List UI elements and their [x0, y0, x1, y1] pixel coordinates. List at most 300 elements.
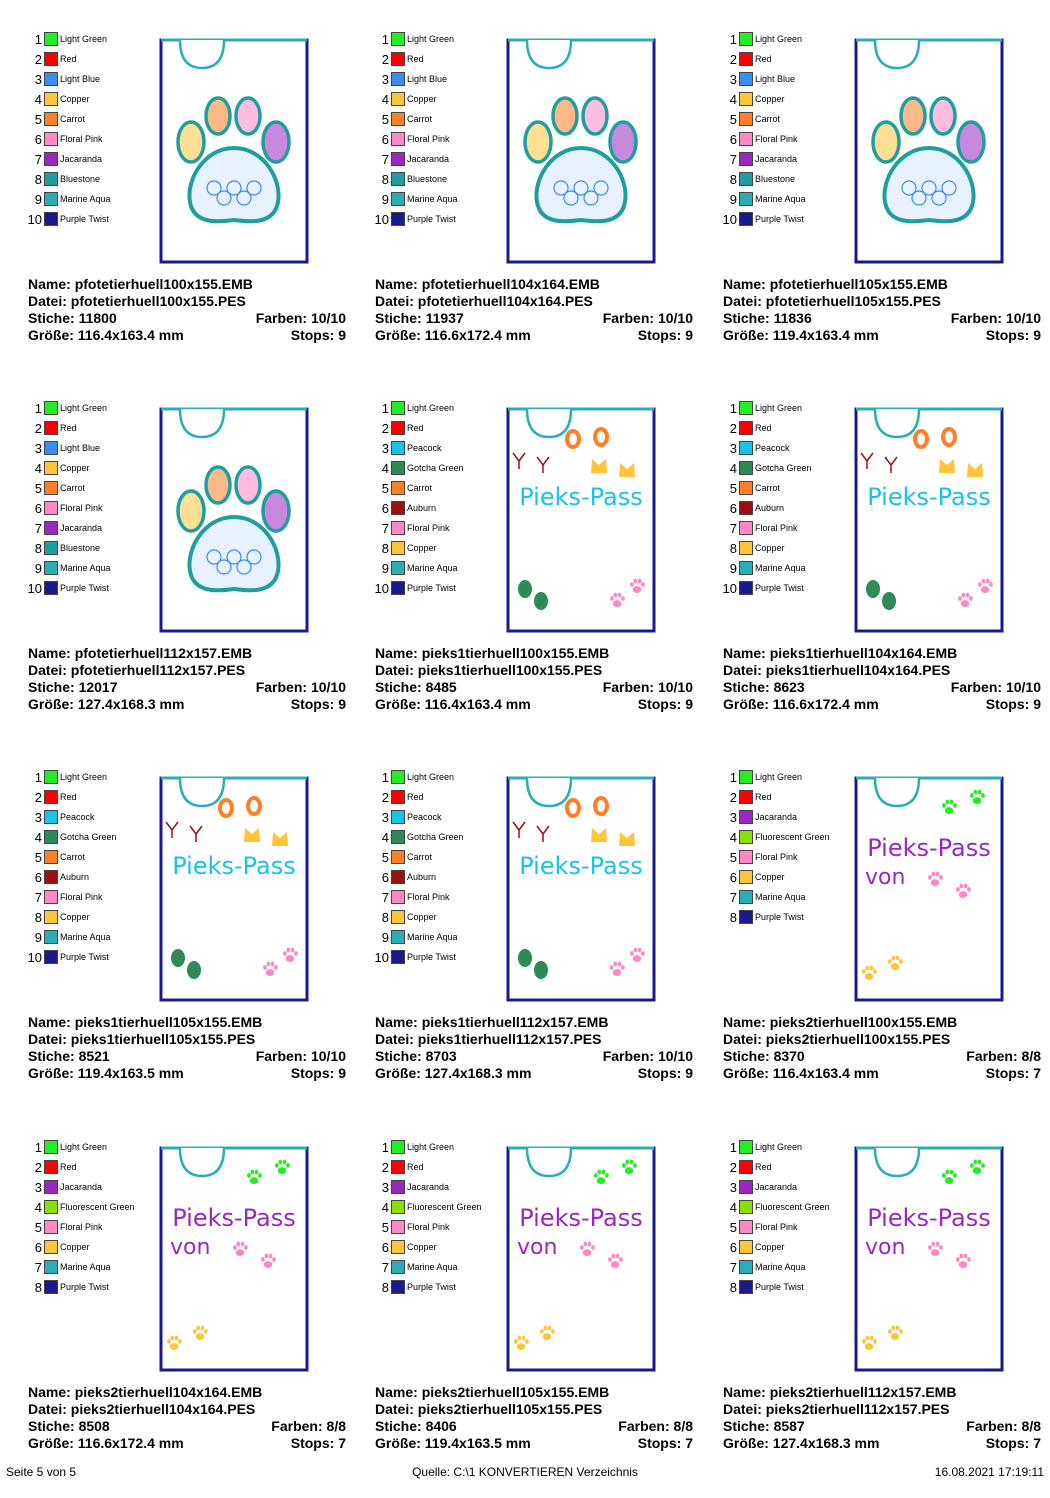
color-name: Light Blue	[407, 74, 448, 84]
stitches-row-label: Stiche:	[28, 310, 75, 326]
color-swatch	[391, 830, 405, 844]
color-swatch	[739, 1140, 753, 1154]
stitches-row-value: 11836	[773, 310, 812, 326]
legend-row	[361, 888, 491, 908]
name-row-value: pieks2tierhuell105x155.EMB	[421, 1384, 610, 1400]
stops-value: 9	[338, 327, 346, 343]
color-name: Purple Twist	[60, 214, 109, 224]
sleeve-outline	[856, 409, 1002, 631]
color-name: Light Green	[407, 772, 455, 782]
thumb-notch	[527, 40, 571, 68]
legend-number: 6	[381, 1240, 389, 1255]
color-swatch	[739, 910, 753, 924]
frog-track-icon	[518, 949, 532, 967]
color-name: Light Green	[60, 403, 108, 413]
file-row-value: pfotetierhuell105x155.PES	[765, 293, 941, 309]
color-name: Light Green	[60, 772, 108, 782]
legend-number: 1	[729, 401, 737, 416]
legend-row	[361, 459, 491, 479]
colors-label: Farben:	[255, 310, 308, 326]
legend-row	[709, 808, 839, 828]
legend-row	[709, 768, 839, 788]
name-row	[28, 645, 346, 662]
color-name: Floral Pink	[407, 134, 450, 144]
stops-field	[291, 1065, 346, 1082]
design-card	[709, 30, 1049, 390]
color-name: Copper	[755, 543, 785, 553]
legend-row	[361, 150, 491, 170]
colors-value: 8/8	[1021, 1418, 1041, 1434]
color-name: Copper	[407, 543, 437, 553]
color-name: Marine Aqua	[755, 892, 806, 902]
print-date: 16.08.2021 17:19:11	[934, 1465, 1044, 1479]
legend-row	[361, 70, 491, 90]
legend-number: 1	[381, 32, 389, 47]
color-name: Jacaranda	[407, 154, 450, 164]
legend-number: 9	[34, 192, 42, 207]
color-name: Fluorescent Green	[407, 1202, 482, 1212]
legend-row	[361, 1258, 491, 1278]
legend-row	[361, 768, 491, 788]
legend-row	[361, 1218, 491, 1238]
color-swatch	[44, 52, 58, 66]
legend-row	[361, 170, 491, 190]
color-swatch	[44, 152, 58, 166]
file-row	[375, 1031, 693, 1048]
file-row-value: pieks1tierhuell112x157.PES	[417, 1031, 602, 1047]
size-row	[28, 1435, 346, 1452]
color-swatch	[391, 910, 405, 924]
legend-row	[14, 848, 144, 868]
von-text: von	[865, 1235, 906, 1260]
stops-field	[986, 1435, 1041, 1452]
color-swatch	[44, 950, 58, 964]
legend-row	[361, 110, 491, 130]
pieks-pass-text: Pieks-Pass	[519, 852, 643, 880]
color-name: Purple Twist	[755, 214, 804, 224]
color-swatch	[739, 52, 753, 66]
color-name: Marine Aqua	[407, 194, 458, 204]
design-card	[361, 399, 701, 759]
legend-row	[709, 90, 839, 110]
color-name: Jacaranda	[60, 154, 103, 164]
name-row-value: pieks2tierhuell104x164.EMB	[74, 1384, 263, 1400]
stitches-row-value: 8370	[773, 1048, 805, 1064]
legend-number: 7	[34, 152, 42, 167]
name-row-value: pieks1tierhuell104x164.EMB	[769, 645, 958, 661]
color-swatch	[739, 521, 753, 535]
page-number: Seite 5 von 5	[6, 1465, 77, 1479]
colors-field	[603, 1048, 693, 1065]
color-swatch	[739, 561, 753, 575]
paw-toe	[236, 467, 260, 503]
color-swatch	[391, 172, 405, 186]
color-name: Red	[407, 1162, 424, 1172]
stitches-row	[28, 679, 346, 696]
stops-value: 9	[1033, 696, 1041, 712]
legend-row	[14, 579, 144, 599]
color-swatch	[739, 1280, 753, 1294]
stops-label: Stops:	[637, 1435, 682, 1451]
color-swatch	[391, 1160, 405, 1174]
stops-field	[291, 327, 346, 344]
von-text: von	[865, 865, 906, 890]
color-swatch	[44, 521, 58, 535]
colors-field	[271, 1418, 346, 1435]
stops-label: Stops:	[985, 1435, 1030, 1451]
color-name: Purple Twist	[407, 952, 456, 962]
legend-row	[709, 70, 839, 90]
color-swatch	[739, 501, 753, 515]
color-swatch	[739, 401, 753, 415]
color-swatch	[739, 790, 753, 804]
size-row-value: 116.4x163.4 mm	[424, 696, 531, 712]
legend-number: 7	[729, 152, 737, 167]
legend-row	[709, 30, 839, 50]
color-name: Floral Pink	[60, 1222, 103, 1232]
color-swatch	[391, 92, 405, 106]
file-row-value: pfotetierhuell104x164.PES	[417, 293, 593, 309]
thumb-notch	[875, 1148, 919, 1176]
color-name: Purple Twist	[755, 583, 804, 593]
stitches-row-value: 8508	[78, 1418, 110, 1434]
legend-row	[14, 130, 144, 150]
file-row	[723, 1401, 1041, 1418]
size-row-value: 127.4x168.3 mm	[77, 696, 185, 712]
legend-row	[361, 908, 491, 928]
name-row-label: Name:	[723, 276, 766, 292]
design-card	[709, 768, 1049, 1128]
design-card	[361, 30, 701, 390]
frog-track-icon	[518, 580, 532, 598]
name-row-label: Name:	[28, 645, 71, 661]
color-name: Gotcha Green	[407, 463, 464, 473]
color-name: Floral Pink	[407, 1222, 450, 1232]
legend-row	[14, 50, 144, 70]
stops-field	[986, 696, 1041, 713]
size-row	[28, 1065, 346, 1082]
legend-number: 3	[729, 72, 737, 87]
legend-number: 1	[729, 32, 737, 47]
page-footer	[0, 1465, 1050, 1483]
colors-field	[951, 310, 1041, 327]
legend-row	[709, 1198, 839, 1218]
legend-row	[14, 928, 144, 948]
color-name: Marine Aqua	[755, 1262, 806, 1272]
colors-value: 8/8	[673, 1418, 693, 1434]
legend-number: 6	[729, 1240, 737, 1255]
colors-value: 8/8	[326, 1418, 346, 1434]
legend-row	[709, 110, 839, 130]
size-row-value: 116.4x163.4 mm	[772, 1065, 879, 1081]
colors-field	[256, 1048, 346, 1065]
size-row-label: Größe:	[28, 327, 74, 343]
stops-field	[638, 696, 693, 713]
stops-label: Stops:	[290, 696, 335, 712]
colors-field	[603, 310, 693, 327]
stitches-row-label: Stiche:	[375, 679, 422, 695]
legend-row	[709, 888, 839, 908]
colors-value: 10/10	[657, 310, 693, 326]
color-name: Gotcha Green	[407, 832, 464, 842]
color-swatch	[44, 1280, 58, 1294]
design-preview	[839, 1138, 1019, 1378]
design-info	[28, 276, 346, 344]
name-row	[723, 1014, 1041, 1031]
thumb-notch	[875, 40, 919, 68]
legend-number: 4	[729, 461, 737, 476]
legend-number: 2	[34, 790, 42, 805]
legend-number: 6	[34, 1240, 42, 1255]
source-path: Quelle: C:\1 KONVERTIEREN Verzeichnis	[412, 1465, 638, 1479]
color-name: Purple Twist	[60, 583, 109, 593]
legend-number: 3	[381, 72, 389, 87]
design-preview	[144, 30, 324, 270]
color-swatch	[44, 541, 58, 555]
legend-number: 2	[729, 52, 737, 67]
stitches-row	[375, 679, 693, 696]
color-swatch	[44, 890, 58, 904]
pieks-pass-text: Pieks-Pass	[867, 834, 991, 862]
color-swatch	[739, 172, 753, 186]
design-info	[28, 1014, 346, 1082]
legend-number: 7	[381, 521, 389, 536]
legend-number: 3	[729, 1180, 737, 1195]
paw-toe	[958, 122, 984, 162]
pieks-pass-text: Pieks-Pass	[867, 483, 991, 511]
legend-number: 9	[34, 930, 42, 945]
legend-row	[709, 439, 839, 459]
color-swatch	[391, 72, 405, 86]
color-swatch	[391, 810, 405, 824]
file-row	[375, 662, 693, 679]
stitches-row-label: Stiche:	[723, 310, 770, 326]
colors-label: Farben:	[950, 679, 1003, 695]
legend-number: 6	[381, 870, 389, 885]
legend-number: 9	[729, 561, 737, 576]
color-name: Red	[755, 54, 772, 64]
legend-row	[709, 1278, 839, 1298]
size-row-value: 127.4x168.3 mm	[772, 1435, 880, 1451]
color-name: Copper	[407, 94, 437, 104]
stitches-row	[28, 310, 346, 327]
size-row	[723, 1435, 1041, 1452]
color-swatch	[391, 581, 405, 595]
size-row-value: 116.4x163.4 mm	[77, 327, 184, 343]
design-card	[14, 768, 354, 1128]
legend-number: 2	[729, 421, 737, 436]
colors-label: Farben:	[602, 310, 655, 326]
color-name: Carrot	[755, 114, 781, 124]
name-row-value: pfotetierhuell104x164.EMB	[421, 276, 600, 292]
color-name: Red	[60, 423, 77, 433]
legend-number: 5	[729, 1220, 737, 1235]
file-row-value: pfotetierhuell100x155.PES	[70, 293, 246, 309]
stitches-row-label: Stiche:	[723, 679, 770, 695]
color-name: Floral Pink	[755, 523, 798, 533]
paw-toe	[553, 98, 577, 134]
stops-value: 7	[685, 1435, 693, 1451]
design-card	[361, 768, 701, 1128]
thumb-notch	[527, 1148, 571, 1176]
legend-row	[14, 1218, 144, 1238]
stops-value: 9	[685, 696, 693, 712]
color-name: Copper	[755, 872, 785, 882]
legend-number: 5	[381, 481, 389, 496]
legend-row	[709, 130, 839, 150]
legend-number: 4	[729, 1200, 737, 1215]
name-row-value: pfotetierhuell112x157.EMB	[74, 645, 253, 661]
color-swatch	[391, 950, 405, 964]
stitches-row-value: 8521	[78, 1048, 110, 1064]
legend-number: 10	[374, 212, 389, 227]
stops-value: 9	[685, 1065, 693, 1081]
name-row-label: Name:	[723, 645, 766, 661]
legend-number: 2	[729, 790, 737, 805]
color-name: Bluestone	[407, 174, 448, 184]
legend-row	[14, 499, 144, 519]
legend-row	[709, 559, 839, 579]
color-name: Jacaranda	[407, 1182, 450, 1192]
name-row-label: Name:	[28, 1014, 71, 1030]
thumb-notch	[527, 409, 571, 437]
legend-number: 3	[381, 810, 389, 825]
design-info	[723, 1384, 1041, 1452]
legend-number: 5	[34, 1220, 42, 1235]
color-name: Marine Aqua	[60, 932, 111, 942]
legend-row	[709, 828, 839, 848]
legend-row	[361, 399, 491, 419]
color-name: Red	[755, 1162, 772, 1172]
color-swatch	[44, 1180, 58, 1194]
legend-number: 10	[27, 950, 42, 965]
name-row-value: pieks2tierhuell100x155.EMB	[769, 1014, 958, 1030]
legend-number: 1	[381, 1140, 389, 1155]
legend-number: 1	[34, 1140, 42, 1155]
legend-row	[14, 788, 144, 808]
legend-row	[361, 1198, 491, 1218]
legend-row	[14, 170, 144, 190]
file-row-label: Datei:	[28, 662, 67, 678]
legend-number: 6	[34, 870, 42, 885]
file-row-label: Datei:	[375, 293, 414, 309]
color-swatch	[391, 850, 405, 864]
color-name: Gotcha Green	[755, 463, 812, 473]
color-name: Red	[407, 423, 424, 433]
legend-number: 6	[381, 132, 389, 147]
colors-value: 10/10	[657, 679, 693, 695]
file-row-label: Datei:	[723, 293, 762, 309]
sleeve-outline	[161, 778, 307, 1000]
paw-toe	[873, 122, 899, 162]
color-swatch	[391, 930, 405, 944]
colors-value: 10/10	[1005, 679, 1041, 695]
frog-track-icon	[866, 580, 880, 598]
legend-number: 6	[729, 501, 737, 516]
color-swatch	[44, 192, 58, 206]
color-name: Purple Twist	[755, 1282, 804, 1292]
stops-value: 7	[1033, 1435, 1041, 1451]
legend-row	[361, 1178, 491, 1198]
thumb-notch	[180, 1148, 224, 1176]
size-row-label: Größe:	[375, 1065, 421, 1081]
legend-number: 10	[27, 581, 42, 596]
legend-row	[361, 210, 491, 230]
legend-row	[14, 1238, 144, 1258]
stitches-row-label: Stiche:	[375, 310, 422, 326]
paw-toe	[525, 122, 551, 162]
legend-number: 5	[34, 481, 42, 496]
stitches-row-value: 12017	[78, 679, 118, 695]
legend-row	[709, 539, 839, 559]
color-name: Copper	[407, 912, 437, 922]
stops-value: 9	[338, 1065, 346, 1081]
stops-value: 9	[338, 696, 346, 712]
frog-track-icon	[534, 961, 548, 979]
color-name: Red	[60, 792, 77, 802]
legend-row	[361, 50, 491, 70]
design-preview	[491, 30, 671, 270]
legend-row	[361, 130, 491, 150]
color-name: Light Blue	[60, 443, 101, 453]
file-row	[28, 293, 346, 310]
stops-value: 7	[1033, 1065, 1041, 1081]
legend-row	[709, 868, 839, 888]
color-swatch	[739, 112, 753, 126]
legend-row	[361, 828, 491, 848]
legend-row	[709, 499, 839, 519]
color-name: Bluestone	[755, 174, 796, 184]
size-row	[723, 1065, 1041, 1082]
legend-row	[361, 1138, 491, 1158]
legend-row	[361, 419, 491, 439]
color-name: Jacaranda	[755, 154, 798, 164]
name-row	[28, 1384, 346, 1401]
legend-number: 7	[729, 521, 737, 536]
colors-value: 8/8	[1021, 1048, 1041, 1064]
color-name: Floral Pink	[755, 1222, 798, 1232]
color-swatch	[391, 890, 405, 904]
design-card	[709, 399, 1049, 759]
paw-toe	[236, 98, 260, 134]
legend-number: 10	[722, 212, 737, 227]
color-swatch	[739, 212, 753, 226]
legend-row	[709, 50, 839, 70]
color-name: Copper	[60, 94, 90, 104]
colors-value: 10/10	[310, 679, 346, 695]
color-swatch	[739, 1180, 753, 1194]
legend-row	[14, 559, 144, 579]
legend-number: 8	[381, 172, 389, 187]
stops-field	[638, 1065, 693, 1082]
file-row	[723, 662, 1041, 679]
color-name: Light Green	[407, 403, 455, 413]
stitches-row-value: 8623	[773, 679, 805, 695]
name-row-label: Name:	[723, 1014, 766, 1030]
legend-number: 5	[381, 1220, 389, 1235]
legend-row	[709, 1258, 839, 1278]
color-swatch	[44, 581, 58, 595]
color-swatch	[739, 890, 753, 904]
color-name: Purple Twist	[407, 1282, 456, 1292]
legend-row	[14, 768, 144, 788]
size-row-value: 116.6x172.4 mm	[77, 1435, 184, 1451]
paw-toe	[263, 122, 289, 162]
color-name: Floral Pink	[60, 503, 103, 513]
paw-toe	[206, 467, 230, 503]
legend-row	[14, 419, 144, 439]
colors-label: Farben:	[255, 679, 308, 695]
